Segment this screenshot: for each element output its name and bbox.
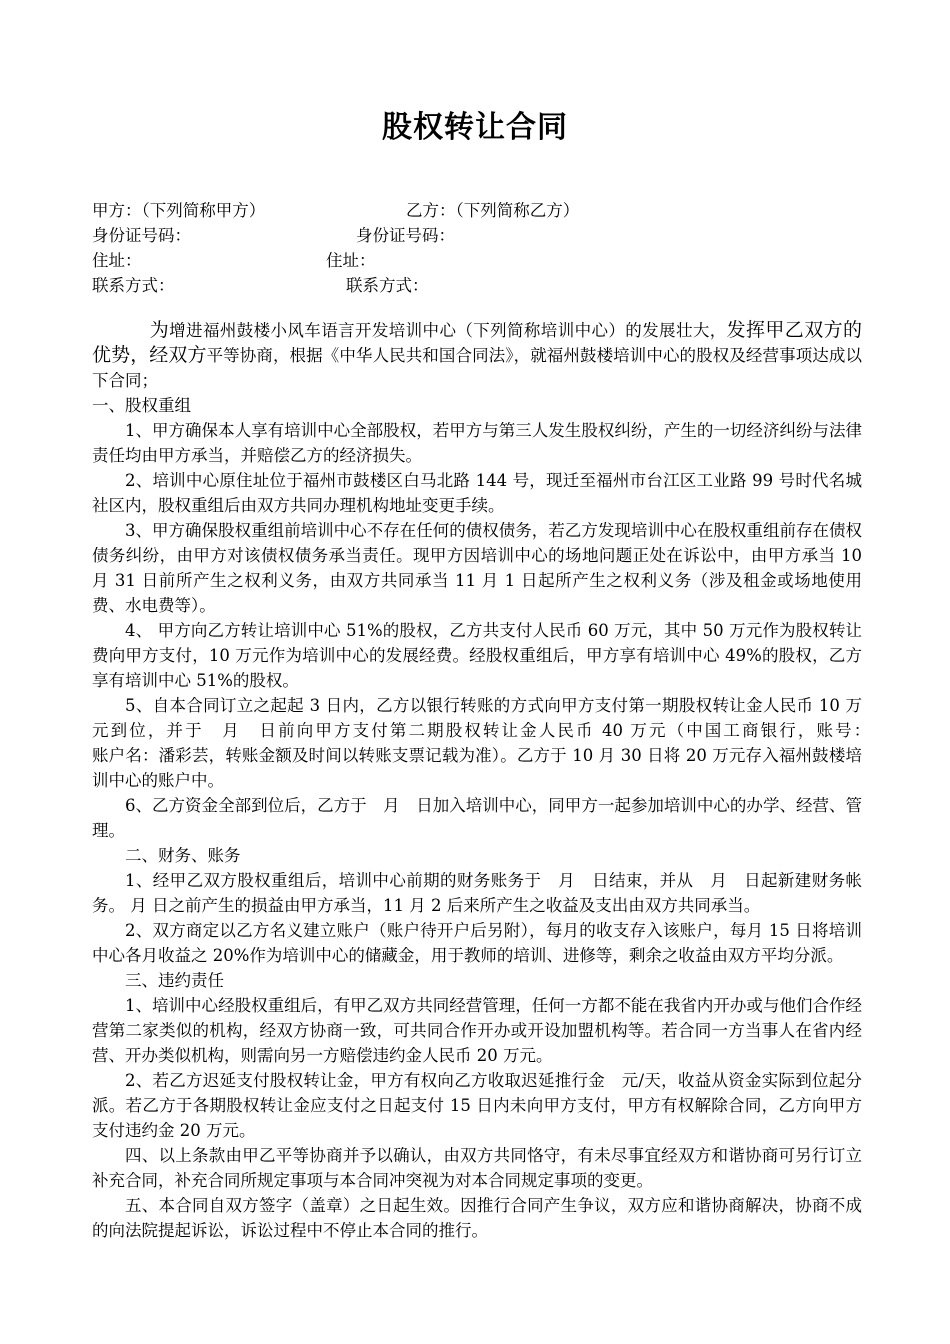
section-1-clause-3: 3、甲方确保股权重组前培训中心不存在任何的债权债务，若乙方发现培训中心在股权重组前存在债权债务纠纷，由甲方对该债权债务承当责任。现甲方因培训中心的场地问题正处在诉讼中，由甲方承当 10 月 31 日前所产生之权利义务，由双方共同承当 11 月 1 日起所产生之权利义务（涉及租金或场地使用费、水电费等）。 xyxy=(92,521,862,615)
party-a-contact: 联系方式： xyxy=(92,276,175,295)
party-b-id: 身份证号码： xyxy=(356,226,455,245)
party-b-contact: 联系方式： xyxy=(346,276,429,295)
document-title: 股权转让合同 xyxy=(382,110,568,145)
section-3-clause-1: 1、培训中心经股权重组后，有甲乙双方共同经营管理，任何一方都不能在我省内开办或与他们合作经营第二家类似的机构，经双方协商一致，可共同合作开办或开设加盟机构等。若合同一方当事人在省内经营、开办类似机构，则需向另一方赔偿违约金人民币 20 万元。 xyxy=(92,996,862,1065)
section-4-paragraph: 四、以上条款由甲乙平等协商并予以确认，由双方共同恪守，有未尽事宜经双方和谐协商可另行订立补充合同，补充合同所规定事项与本合同冲突视为对本合同规定事项的变更。 xyxy=(92,1146,862,1190)
section-1-clause-2: 2、培训中心原住址位于福州市鼓楼区白马北路 144 号，现迁至福州市台江区工业路 99 号时代名城社区内，股权重组后由双方共同办理机构地址变更手续。 xyxy=(92,471,862,515)
contract-body xyxy=(92,318,945,1243)
intro-part1: 为 xyxy=(149,319,170,341)
party-a-address: 住址： xyxy=(92,251,142,270)
intro-paragraph xyxy=(92,318,862,393)
section-1-clause-1: 1、甲方确保本人享有培训中心全部股权，若甲方与第三人发生股权纠纷，产生的一切经济纠纷与法律责任均由甲方承当，并赔偿乙方的经济损失。 xyxy=(92,421,862,465)
intro-part3: 发挥甲乙双方的优势，经双方 xyxy=(92,319,862,366)
section-1-clause-6: 6、乙方资金全部到位后，乙方于 月 日加入培训中心，同甲方一起参加培训中心的办学、经营、管理。 xyxy=(92,796,862,840)
party-b-name: 乙方：（下列简称乙方） xyxy=(406,201,580,220)
party-a-id: 身份证号码： xyxy=(92,226,191,245)
intro-part2: 增进福州鼓楼小风车语言开发培训中心（下列简称培训中心）的发展壮大， xyxy=(169,321,727,340)
section-3-heading: 三、违约责任 xyxy=(125,971,224,990)
party-a-name: 甲方：（下列简称甲方） xyxy=(92,201,266,220)
section-2-clause-2: 2、双方商定以乙方名义建立账户（账户待开户后另附），每月的收支存入该账户，每月 15 日将培训中心各月收益之 20%作为培训中心的储藏金，用于教师的培训、进修等，剩余之收益由双方平均分派。 xyxy=(92,921,862,965)
section-2-heading: 二、财务、账务 xyxy=(125,846,241,865)
section-2-clause-1: 1、经甲乙双方股权重组后，培训中心前期的财务账务于 月 日结束，并从 月 日起新建财务帐务。 月 日之前产生的损益由甲方承当，11 月 2 后来所产生之收益及支出由双方共同承当。 xyxy=(92,871,862,915)
party-b-address: 住址： xyxy=(326,251,376,270)
section-5-paragraph: 五、本合同自双方签字（盖章）之日起生效。因推行合同产生争议，双方应和谐协商解决，协商不成的向法院提起诉讼，诉讼过程中不停止本合同的推行。 xyxy=(92,1196,862,1240)
section-3-clause-2: 2、若乙方迟延支付股权转让金，甲方有权向乙方收取迟延推行金 元/天，收益从资金实际到位起分派。若乙方于各期股权转让金应支付之日起支付 15 日内未向甲方支付，甲方有权解除合同，乙方向甲方支付违约金 20 万元。 xyxy=(92,1071,862,1140)
section-1-clause-4: 4、 甲方向乙方转让培训中心 51%的股权，乙方共支付人民币 60 万元，其中 50 万元作为股权转让费向甲方支付，10 万元作为培训中心的发展经费。经股权重组后，甲方享有培训中心 49%的股权，乙方享有培训中心 51%的股权。 xyxy=(92,621,862,690)
intro-part4: 平等协商，根据《中华人民共和国合同法》，就福州鼓楼培训中心的股权及经营事项达成以下合同； xyxy=(92,346,862,390)
section-1-heading: 一、股权重组 xyxy=(92,396,191,415)
section-1-clause-5: 5、自本合同订立之起起 3 日内，乙方以银行转账的方式向甲方支付第一期股权转让金人民币 10 万元到位，并于 月 日前向甲方支付第二期股权转让金人民币 40 万元（中国工商银行，账号： 账户名：潘彩芸，转账金额及时间以转账支票记载为准）。乙方于 10 月 30 日将 20 万元存入福州鼓楼培训中心的账户中。 xyxy=(92,696,945,790)
